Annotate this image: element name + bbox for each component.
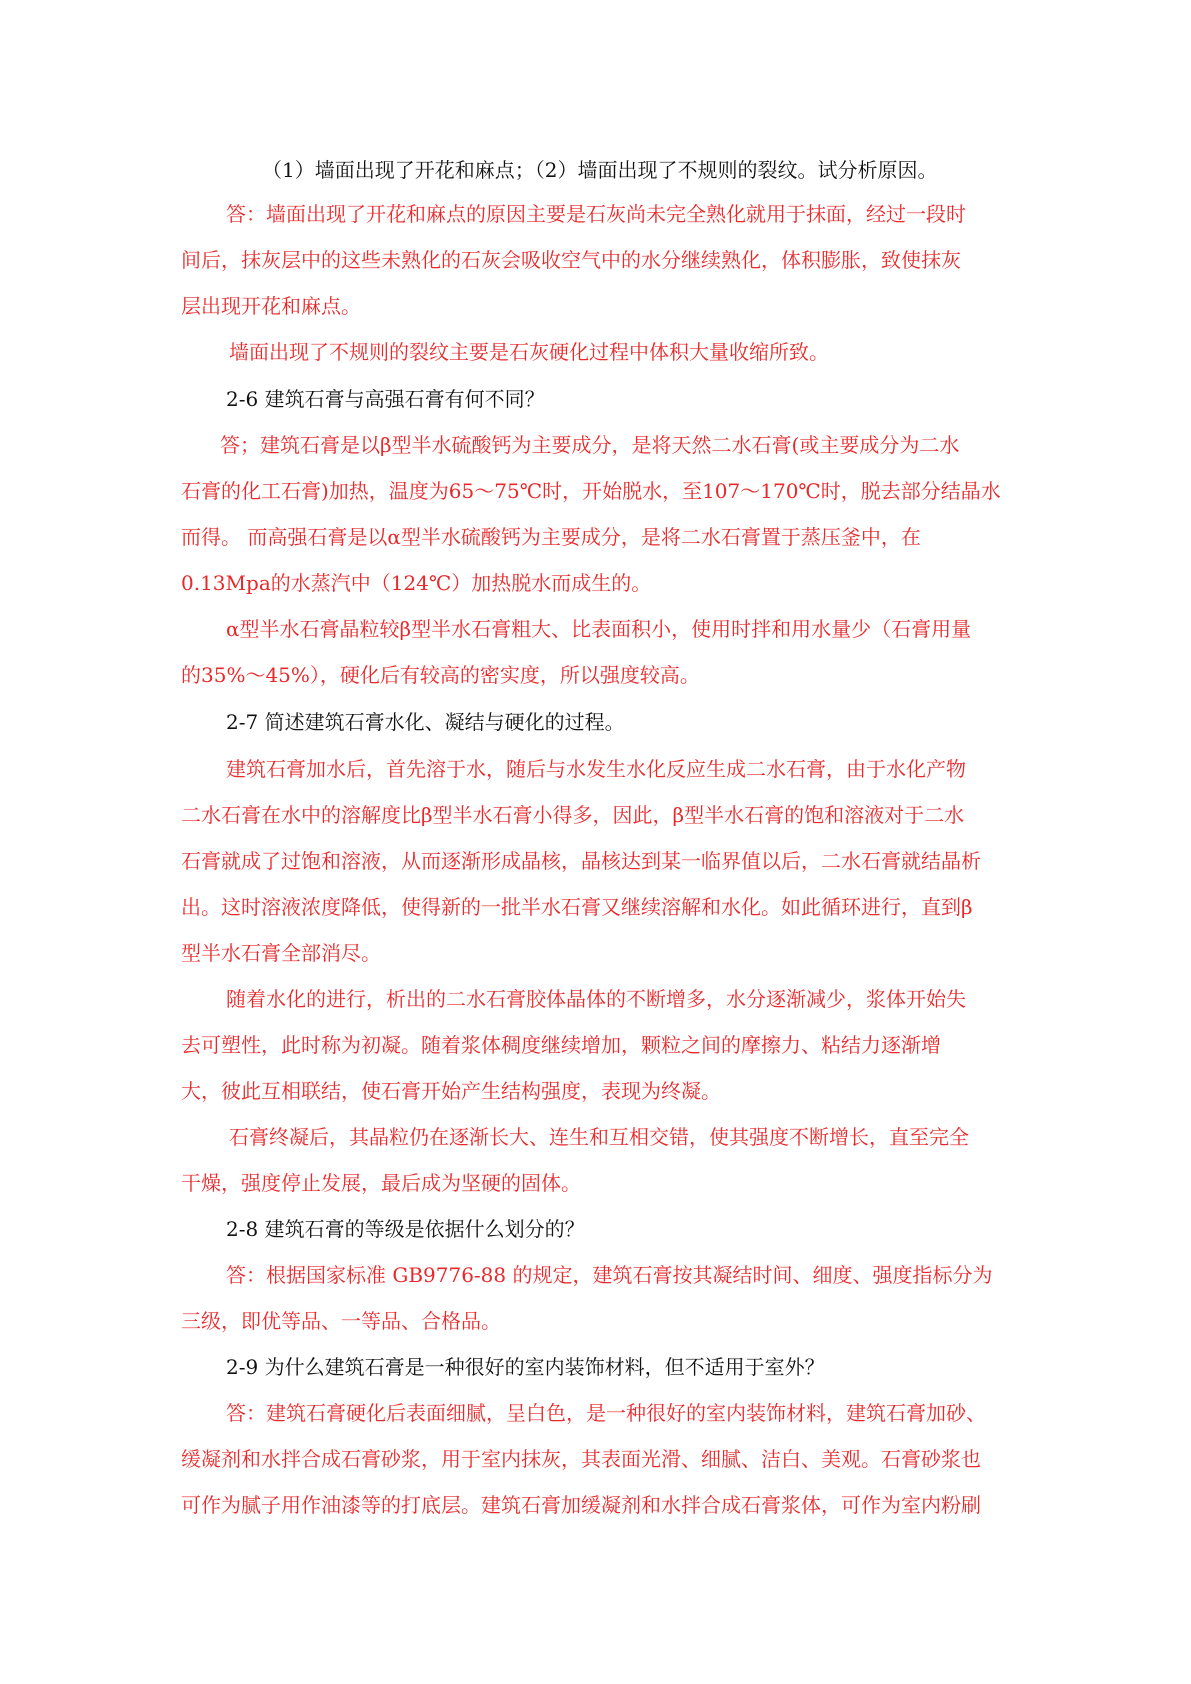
question-line: 2-6 建筑石膏与高强石膏有何不同？ (226, 387, 545, 411)
answer-line: 大，彼此互相联结，使石膏开始产生结构强度，表现为终凝。 (181, 1079, 721, 1103)
answer-line: 三级，即优等品、一等品、合格品。 (181, 1309, 501, 1333)
answer-line: 去可塑性，此时称为初凝。随着浆体稠度继续增加，颗粒之间的摩擦力、粘结力逐渐增 (181, 1033, 941, 1057)
answer-line: 答：根据国家标准 GB9776-88 的规定，建筑石膏按其凝结时间、细度、强度指标分为 (226, 1263, 993, 1287)
question-line: 2-7 简述建筑石膏水化、凝结与硬化的过程。 (226, 710, 625, 734)
answer-line: 答：墙面出现了开花和麻点的原因主要是石灰尚未完全熟化就用于抹面，经过一段时 (226, 202, 966, 226)
answer-line: 0.13Mpa的水蒸汽中（124℃）加热脱水而成生的。 (181, 571, 652, 595)
answer-line: 墙面出现了不规则的裂纹主要是石灰硬化过程中体积大量收缩所致。 (229, 340, 829, 364)
answer-line: 石膏的化工石膏)加热，温度为65～75℃时，开始脱水，至107～170℃时，脱去部分结晶水 (181, 479, 1001, 503)
answer-line: 答：建筑石膏硬化后表面细腻，呈白色，是一种很好的室内装饰材料，建筑石膏加砂、 (226, 1401, 986, 1425)
question-line: 2-8 建筑石膏的等级是依据什么划分的？ (226, 1217, 585, 1241)
answer-line: 石膏就成了过饱和溶液，从而逐渐形成晶核，晶核达到某一临界值以后，二水石膏就结晶析 (181, 849, 981, 873)
question-line: 2-9 为什么建筑石膏是一种很好的室内装饰材料，但不适用于室外？ (226, 1355, 825, 1379)
answer-line: 石膏终凝后，其晶粒仍在逐渐长大、连生和互相交错，使其强度不断增长，直至完全 (229, 1125, 969, 1149)
answer-line: 层出现开花和麻点。 (181, 294, 361, 318)
answer-line: 型半水石膏全部消尽。 (181, 941, 381, 965)
answer-line: 出。这时溶液浓度降低，使得新的一批半水石膏又继续溶解和水化。如此循环进行，直到β (181, 895, 973, 919)
answer-line: 干燥，强度停止发展，最后成为坚硬的固体。 (181, 1171, 581, 1195)
answer-line: 而得。 而高强石膏是以α型半水硫酸钙为主要成分，是将二水石膏置于蒸压釜中，在 (181, 525, 921, 549)
answer-line: 建筑石膏加水后，首先溶于水，随后与水发生水化反应生成二水石膏，由于水化产物 (226, 757, 966, 781)
answer-line: 缓凝剂和水拌合成石膏砂浆，用于室内抹灰，其表面光滑、细腻、洁白、美观。石膏砂浆也 (181, 1447, 981, 1471)
answer-line: 随着水化的进行，析出的二水石膏胶体晶体的不断增多，水分逐渐减少，浆体开始失 (226, 987, 966, 1011)
answer-line: 的35%～45%），硬化后有较高的密实度，所以强度较高。 (181, 663, 700, 687)
answer-line: 间后，抹灰层中的这些未熟化的石灰会吸收空气中的水分继续熟化，体积膨胀，致使抹灰 (181, 248, 961, 272)
answer-line: 可作为腻子用作油漆等的打底层。建筑石膏加缓凝剂和水拌合成石膏浆体，可作为室内粉刷 (181, 1493, 981, 1517)
answer-line: 答；建筑石膏是以β型半水硫酸钙为主要成分，是将天然二水石膏(或主要成分为二水 (220, 433, 960, 457)
question-line: （1）墙面出现了开花和麻点；（2）墙面出现了不规则的裂纹。试分析原因。 (262, 158, 938, 182)
answer-line: α型半水石膏晶粒较β型半水石膏粗大、比表面积小，使用时拌和用水量少（石膏用量 (226, 617, 972, 641)
answer-line: 二水石膏在水中的溶解度比β型半水石膏小得多，因此，β型半水石膏的饱和溶液对于二水 (181, 803, 965, 827)
